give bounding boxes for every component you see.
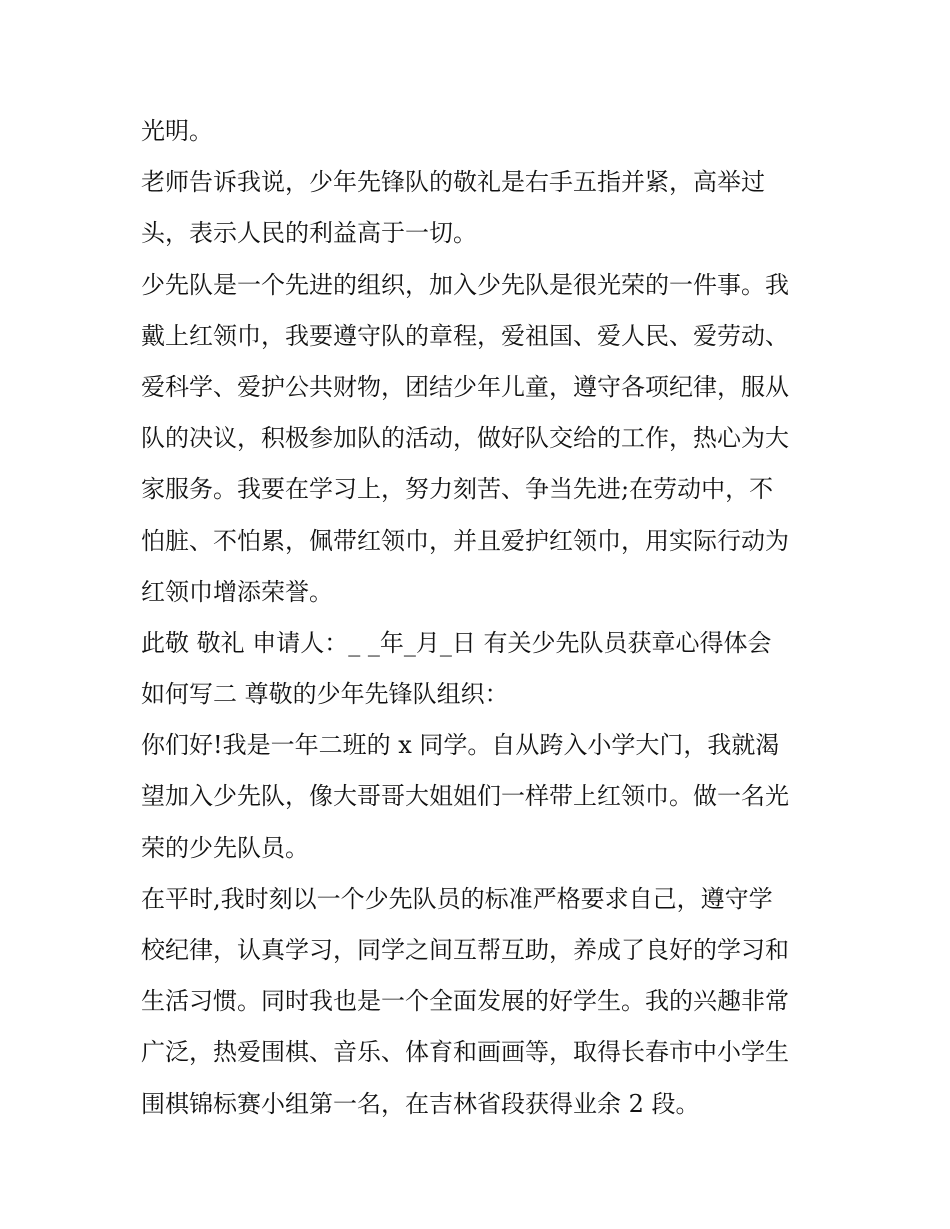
text-line: 围棋锦标赛小组第一名，在吉林省段获得业余 2 段。 [141, 1089, 700, 1118]
document-body [141, 106, 816, 1130]
paragraph-2 [141, 157, 816, 259]
paragraph-3 [141, 260, 816, 618]
text-line: 广泛，热爱围棋、音乐、体育和画画等，取得长春市中小学生 [141, 1038, 789, 1067]
text-line: 如何写二 尊敬的少年先锋队组织： [141, 680, 509, 709]
text-line: 少先队是一个先进的组织，加入少先队是很光荣的一件事。我 [141, 270, 789, 299]
text-line: 校纪律，认真学习，同学之间互帮互助，养成了良好的学习和 [141, 936, 789, 964]
text-line: 头，表示人民的利益高于一切。 [141, 219, 477, 248]
text-line: 爱科学、爱护公共财物，团结少年儿童，遵守各项纪律，服从 [141, 372, 789, 401]
text-line: 望加入少先队，像大哥哥大姐姐们一样带上红领巾。做一名光 [141, 782, 789, 811]
text-line: 光明。 [141, 117, 213, 145]
text-line: 老师告诉我说，少年先锋队的敬礼是右手五指并紧，高举过 [141, 168, 765, 197]
text-line: 生活习惯。同时我也是一个全面发展的好学生。我的兴趣非常 [141, 987, 789, 1016]
text-line: 在平时,我时刻以一个少先队员的标准严格要求自己，遵守学 [141, 884, 773, 913]
text-line: 家服务。我要在学习上，努力刻苦、争当先进;在劳动中，不 [141, 475, 774, 504]
paragraph-5 [141, 720, 816, 874]
text-line: 此敬 敬礼 申请人：_ _年_月_日 有关少先队员获章心得体会 [141, 628, 772, 657]
text-line: 戴上红领巾，我要遵守队的章程，爱祖国、爱人民、爱劳动、 [141, 321, 789, 350]
text-line: 队的决议，积极参加队的活动，做好队交给的工作，热心为大 [141, 424, 789, 453]
paragraph-1 [141, 106, 816, 157]
text-line: 你们好!我是一年二班的 x 同学。自从跨入小学大门，我就渴 [141, 731, 780, 760]
text-line: 红领巾增添荣誉。 [141, 577, 333, 606]
paragraph-4 [141, 618, 816, 720]
text-line: 怕脏、不怕累，佩带红领巾，并且爱护红领巾，用实际行动为 [141, 526, 789, 555]
paragraph-6 [141, 874, 816, 1130]
text-line: 荣的少先队员。 [141, 833, 309, 862]
